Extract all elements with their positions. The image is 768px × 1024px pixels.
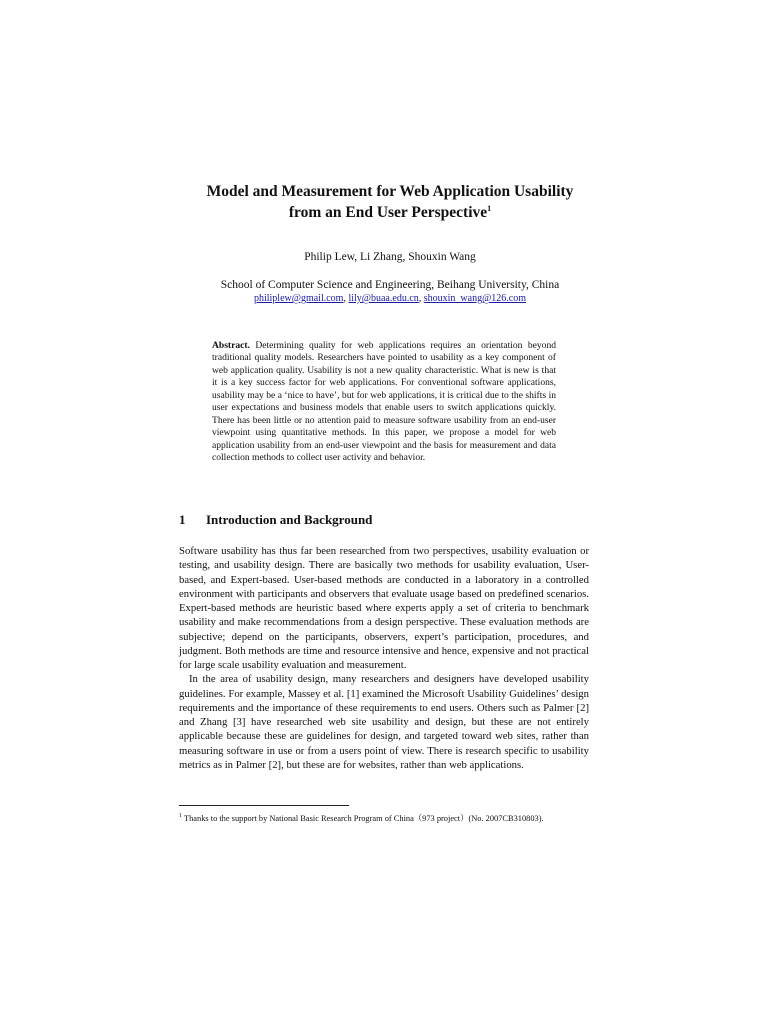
section-body <box>179 544 589 772</box>
email-link-3[interactable]: shouxin_wang@126.com <box>423 293 527 304</box>
title-footnote-mark: 1 <box>487 203 492 213</box>
body-paragraph-1: Software usability has thus far been researched from two perspectives, usability evaluation or testing, and usability design. There are basically two methods for usability evaluation, User-based, and Expert-based. User-based methods are conducted in a laboratory in a controlled environment with participants and observers that evaluate usage based on predefined scenarios. Expert-based methods are heuristic based where experts apply a set of criteria to benchmark usability and make recommendations from a design perspective. These evaluation methods are subjective; depend on the participants, observers, expert’s participation, procedures, and judgment. Both methods are time and resource intensive and hence, expensive and not practical for large scale usability evaluation and measurement. <box>179 545 589 671</box>
paper-title <box>140 181 640 223</box>
footnote-mark: 1 <box>179 813 182 820</box>
abstract-text: Determining quality for web applications requires an orientation beyond traditional quality models. Researchers have pointed to usability as a key component of web application quality. Usability is not a new quality characteristic. What is new is that it is a key success factor for web applications. For conventional software applications, usability may be a ‘nice to have’, but for web applications, it is critical due to the shifts in user expectations and business models that enable users to switch applications quickly. There has been little or no attention paid to measure software usability from an end-user viewpoint using quantitative methods. In this paper, we propose a model for web application usability from an end-user viewpoint and the basis for measurement and data collection methods to collect user activity and behavior. <box>212 340 556 464</box>
authors: Philip Lew, Li Zhang, Shouxin Wang <box>304 251 476 263</box>
author-emails <box>140 292 640 305</box>
section-heading <box>179 512 372 528</box>
abstract-label: Abstract. <box>212 340 250 351</box>
footnote <box>179 813 579 825</box>
email-separator: , <box>418 293 424 304</box>
email-separator: , <box>343 293 349 304</box>
abstract <box>212 340 556 465</box>
body-paragraph-2: In the area of usability design, many researchers and designers have developed usability guidelines. For example, Massey et al. [1] examined the Microsoft Usability Guidelines’ design requirements and the importance of these requirements to end users. Others such as Palmer [2] and Zhang [3] have researched web site usability and design, but these are not entirely applicable because these are guidelines for design, and targeted toward web sites, rather than measuring software in use or from a users point of view. There is research specific to usability metrics as in Palmer [2], but these are for websites, rather than web applications. <box>179 673 589 771</box>
section-title: Introduction and Background <box>206 512 373 527</box>
email-link-1[interactable]: philiplew@gmail.com <box>253 293 344 304</box>
affiliation: School of Computer Science and Engineering, Beihang University, China <box>220 279 560 291</box>
title-line-1: Model and Measurement for Web Application Usability <box>206 183 574 200</box>
title-line-2: from an End User Perspective <box>288 204 488 221</box>
footnote-text: Thanks to the support by National Basic Research Program of China（973 project）(No. 2007CB310803). <box>184 814 544 823</box>
email-link-2[interactable]: lily@buaa.edu.cn <box>348 293 419 304</box>
footnote-divider <box>179 805 349 806</box>
section-number: 1 <box>179 512 186 527</box>
